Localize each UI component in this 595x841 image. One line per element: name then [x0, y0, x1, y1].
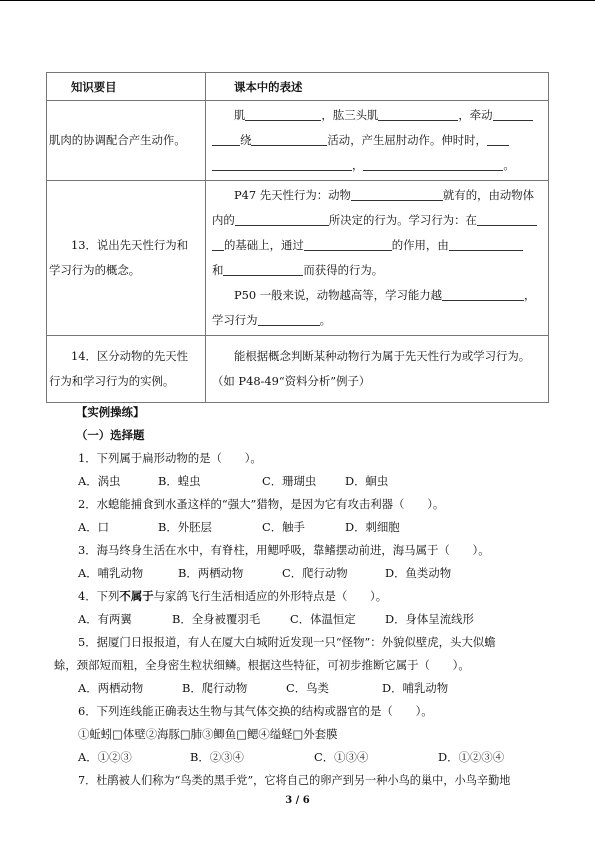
blank	[245, 107, 321, 121]
statement-text: 和	[212, 263, 224, 277]
table-row	[47, 101, 549, 181]
blank	[351, 187, 443, 201]
table-row	[47, 181, 549, 336]
question-1-option-b: B．蝗虫	[158, 474, 201, 488]
question-4-emphasis: 不属于	[119, 589, 154, 603]
blank	[363, 157, 503, 171]
question-5-option-d: D．哺乳动物	[382, 681, 449, 695]
question-1-option-a: A．涡虫	[78, 474, 121, 488]
question-4-stem-text: 与家鸽飞行生活相适应的外形特点是（ ）。	[153, 589, 388, 603]
subsection-title: （一）选择题	[76, 428, 145, 442]
blank	[235, 212, 329, 226]
statement-text: P47 先天性行为：动物	[234, 188, 351, 202]
statement-text: ，	[524, 288, 536, 302]
blank	[477, 212, 537, 226]
question-4-option-d: D．身体呈流线形	[385, 612, 474, 626]
blank	[251, 132, 327, 146]
statement-text: 的作用，由	[391, 238, 449, 252]
section-title: 【实例操练】	[76, 405, 145, 419]
knowledge-point-cell: 肌肉的协调配合产生动作。	[47, 101, 206, 181]
blank	[304, 237, 392, 251]
knowledge-point-text: 14．区分动物的先天性行为和学习行为的实例。	[49, 349, 189, 388]
statement-text: 所决定的行为。学习行为：在	[328, 213, 477, 227]
top-rule	[0, 0, 595, 1]
question-5-stem-line-2: 蜍，颈部短而粗，全身密生粒状细鳞。根据这些特征，可初步推断它属于（ ）。	[54, 658, 470, 672]
question-6-option-b: B．②③④	[190, 750, 244, 764]
blank	[212, 157, 352, 171]
blank	[212, 237, 224, 251]
question-5-option-c: C．鸟类	[286, 681, 329, 695]
question-3-option-c: C．爬行动物	[282, 566, 348, 580]
knowledge-point-cell	[47, 181, 206, 336]
question-2-stem: 2．水螅能捕食到水蚤这样的“强大”猎物，是因为它有攻击利器（ ）。	[78, 497, 445, 511]
blank	[212, 132, 240, 146]
table-row	[47, 336, 549, 403]
question-2-option-c: C．触手	[262, 520, 305, 534]
blank	[449, 237, 523, 251]
header-textbook-statement: 课本中的表述	[206, 73, 549, 101]
statement-text: 绕	[240, 133, 252, 147]
statement-cell	[206, 181, 549, 336]
statement-text: 就有的，由动物体	[442, 188, 535, 202]
question-1-option-c: C．珊瑚虫	[262, 474, 317, 488]
question-5-option-b: B．爬行动物	[182, 681, 248, 695]
question-6-option-a: A．①②③	[78, 750, 132, 764]
statement-text: 活动，产生屈肘动作。伸时时，	[327, 133, 487, 147]
question-6-pairs: ①蚯蚓□体壁②海豚□肺③鲫鱼□鳃④缢蛏□外套膜	[78, 727, 338, 741]
question-2-option-b: B．外胚层	[158, 520, 212, 534]
question-1-stem: 1．下列属于扁形动物的是（ ）。	[78, 451, 262, 465]
statement-text: 的基础上，通过	[224, 238, 304, 252]
statement-text: 。	[319, 313, 331, 327]
question-4-option-b: B．全身被覆羽毛	[172, 612, 261, 626]
question-3-option-b: B．两栖动物	[178, 566, 244, 580]
statement-text: 。	[503, 158, 515, 172]
question-6-stem: 6．下列连线能正确表达生物与其气体交换的结构或器官的是（ ）。	[78, 704, 433, 718]
blank	[378, 107, 458, 121]
question-1-option-d: D．蛔虫	[345, 474, 389, 488]
blank	[442, 287, 524, 301]
question-3-option-d: D．鱼类动物	[385, 566, 452, 580]
statement-text: 内的	[212, 213, 235, 227]
question-2-option-d: D．刺细胞	[345, 520, 400, 534]
question-6-option-d: D．①②③④	[438, 750, 505, 764]
statement-text: 能根据概念判断某种动物行为属于先天性行为或学习行为。（如 P48-49“资料分析”例子）	[212, 349, 531, 388]
table-header-row	[47, 73, 549, 101]
question-5-stem-line-1: 5．据厦门日报报道，有人在厦大白城附近发现一只“怪物”：外貌似壁虎，头大似蟾	[78, 635, 496, 649]
header-knowledge-point: 知识要目	[47, 73, 206, 101]
statement-text: 而获得的行为。	[303, 263, 384, 277]
statement-cell	[206, 336, 549, 403]
question-4-stem	[78, 586, 387, 607]
statement-text: 肌	[234, 108, 246, 122]
question-4-option-a: A．有两翼	[78, 612, 132, 626]
question-5-option-a: A．两栖动物	[78, 681, 144, 695]
statement-text: P50 一般来说，动物越高等，学习能力越	[234, 288, 443, 302]
blank	[258, 312, 320, 326]
statement-cell	[206, 101, 549, 181]
question-3-stem: 3．海马终身生活在水中，有脊柱，用鳃呼吸，靠鳍摆动前进，海马属于（ ）。	[78, 543, 490, 557]
knowledge-point-text: 13．说出先天性行为和学习行为的概念。	[49, 238, 189, 277]
statement-text: ，肱三头肌	[321, 108, 379, 122]
question-4-stem-text: 4．下列	[78, 589, 120, 603]
statement-text: ，牵动	[458, 108, 493, 122]
question-2-option-a: A．口	[78, 520, 110, 534]
statement-text: 学习行为	[212, 313, 258, 327]
knowledge-point-cell	[47, 336, 206, 403]
question-4-option-c: C．体温恒定	[290, 612, 356, 626]
blank	[487, 132, 509, 146]
knowledge-table	[46, 72, 549, 403]
blank	[223, 262, 303, 276]
question-3-option-a: A．哺乳动物	[78, 566, 144, 580]
page-number: 3 / 6	[285, 795, 310, 806]
blank	[493, 107, 533, 121]
question-7-stem: 7．杜鹃被人们称为“鸟类的黑手党”，它将自己的卵产到另一种小鸟的巢中，小鸟辛勤地	[78, 774, 511, 787]
question-6-option-c: C．①③④	[314, 750, 369, 764]
statement-text: ，	[352, 158, 364, 172]
